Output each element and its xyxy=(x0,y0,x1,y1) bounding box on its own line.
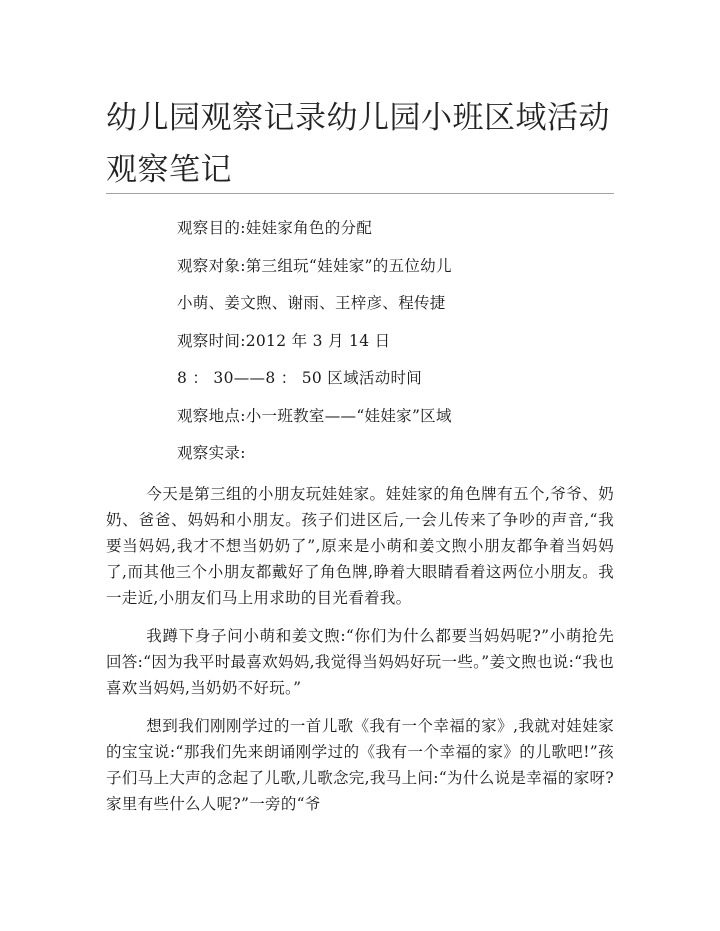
observation-meta xyxy=(177,210,617,473)
meta-date: 观察时间:2012 年 3 月 14 日 xyxy=(177,331,391,350)
paragraph: 想到我们刚刚学过的一首儿歌《我有一个幸福的家》,我就对娃娃家的宝宝说:“那我们先来朗诵刚学过的《我有一个幸福的家》的儿歌吧!”孩子们马上大声的念起了儿歌,儿歌念完,我马上问:“为什么说是幸福的家呀?家里有些什么人呢?”一旁的“爷 xyxy=(106,717,614,813)
paragraph: 我蹲下身子问小萌和姜文煦:“你们为什么都要当妈妈呢?”小萌抢先回答:“因为我平时最喜欢妈妈,我觉得当妈妈好玩一些。”姜文煦也说:“我也喜欢当妈妈,当奶奶不好玩。” xyxy=(106,627,614,697)
meta-record-heading: 观察实录: xyxy=(177,444,246,462)
meta-time-range: 8 ： 30——8 ： 50 区域活动时间 xyxy=(177,369,423,387)
meta-subjects: 观察对象:第三组玩“娃娃家”的五位幼儿 xyxy=(177,256,452,275)
document-title: 幼儿园观察记录幼儿园小班区域活动观察笔记 xyxy=(106,100,610,188)
meta-location: 观察地点:小一班教室——“娃娃家”区域 xyxy=(177,406,452,425)
meta-children-names: 小萌、姜文煦、谢雨、王梓彦、程传捷 xyxy=(177,294,446,312)
title-divider xyxy=(106,193,614,194)
paragraph: 今天是第三组的小朋友玩娃娃家。娃娃家的角色牌有五个,爷爷、奶奶、爸爸、妈妈和小朋友。孩子们进区后,一会儿传来了争吵的声音,“我要当妈妈,我才不想当奶奶了”,原来是小萌和姜文煦小朋友都争着当妈妈了,而其他三个小朋友都戴好了角色牌,睁着大眼睛看着这两位小朋友。我一走近,小朋友们马上用求助的目光看着我。 xyxy=(106,485,614,607)
observation-record xyxy=(106,481,614,829)
meta-purpose: 观察目的:娃娃家角色的分配 xyxy=(177,219,373,237)
